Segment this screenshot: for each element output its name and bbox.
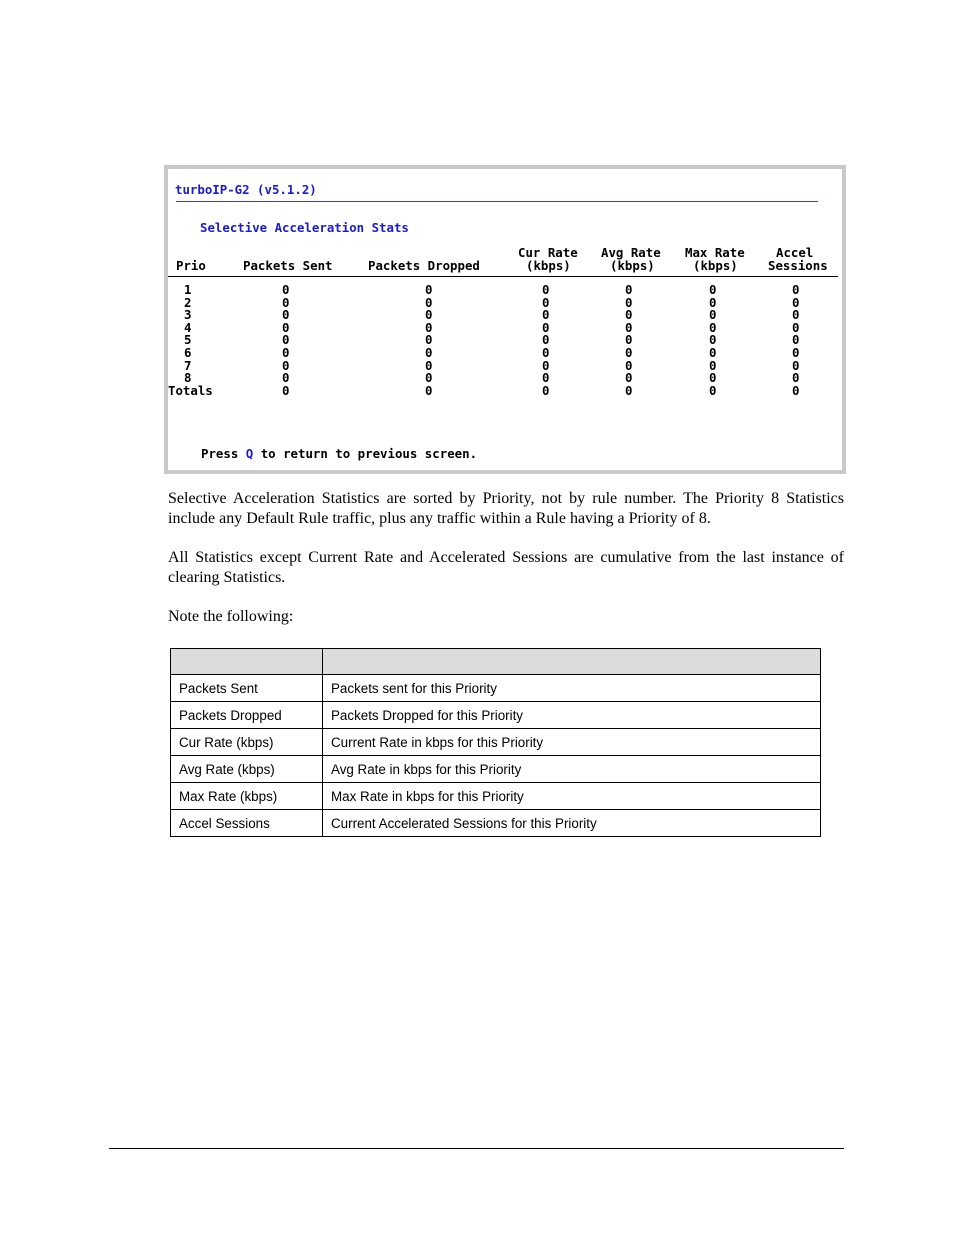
stat-cell: 0 (282, 357, 290, 373)
stat-cell: 0 (625, 319, 633, 335)
stat-cell: 0 (425, 307, 433, 323)
notes-description-cell: Max Rate in kbps for this Priority (323, 783, 821, 810)
notes-header-cell (323, 649, 821, 675)
stat-cell: 0 (709, 282, 717, 297)
header-avg-rate-unit: (kbps) (610, 258, 655, 273)
notes-row (171, 702, 821, 729)
stat-cell: 0 (542, 319, 550, 335)
prio-cell: 2 (184, 294, 192, 310)
notes-description-cell: Packets sent for this Priority (323, 675, 821, 702)
stat-cell: 0 (792, 319, 800, 335)
stat-cell: 0 (625, 345, 633, 360)
header-sessions: Sessions (768, 258, 828, 273)
terminal-screen (168, 169, 842, 470)
stat-cell: 0 (625, 332, 633, 348)
prio-cell: 5 (184, 332, 192, 348)
stat-cell: 0 (425, 294, 433, 310)
stat-cell: 0 (542, 370, 550, 386)
footer-divider (109, 1148, 844, 1149)
stat-cell: 0 (709, 294, 717, 310)
notes-term-cell: Packets Sent (171, 675, 323, 702)
paragraph-note: Note the following: (168, 608, 294, 625)
notes-description-cell: Packets Dropped for this Priority (323, 702, 821, 729)
stat-cell: 0 (709, 345, 717, 360)
stats-row (168, 319, 838, 335)
stat-cell: 0 (282, 370, 290, 386)
stat-cell: 0 (625, 282, 633, 297)
notes-description-cell: Current Rate in kbps for this Priority (323, 729, 821, 756)
stat-cell: 0 (625, 294, 633, 310)
stat-cell: 0 (792, 282, 800, 297)
stat-cell: 0 (709, 332, 717, 348)
title-divider (176, 201, 818, 202)
paragraph-cumulative: All Statistics except Current Rate and Accelerated Sessions are cumulative from the last instance of clearing Statistics. (168, 549, 844, 586)
prio-cell: 1 (184, 282, 192, 297)
stat-cell: 0 (709, 370, 717, 386)
notes-header-row (171, 649, 821, 675)
notes-row (171, 756, 821, 783)
stat-cell: 0 (625, 357, 633, 373)
header-cur-rate-unit: (kbps) (526, 258, 571, 273)
stat-cell: 0 (425, 282, 433, 297)
stat-cell: 0 (282, 345, 290, 360)
stat-cell: 0 (425, 345, 433, 360)
stat-cell: 0 (542, 357, 550, 373)
stat-cell: 0 (709, 382, 717, 398)
stat-cell: 0 (282, 332, 290, 348)
stat-cell: 0 (792, 357, 800, 373)
notes-term-cell: Accel Sessions (171, 810, 323, 837)
prio-cell: 4 (184, 319, 192, 335)
header-max-rate-unit: (kbps) (693, 258, 738, 273)
stat-cell: 0 (792, 345, 800, 360)
prio-cell: 3 (184, 307, 192, 323)
notes-term-cell: Max Rate (kbps) (171, 783, 323, 810)
stat-cell: 0 (542, 294, 550, 310)
stat-cell: 0 (282, 294, 290, 310)
notes-description-cell: Avg Rate in kbps for this Priority (323, 756, 821, 783)
stat-cell: 0 (282, 319, 290, 335)
prio-cell: Totals (168, 382, 213, 398)
stat-cell: 0 (709, 319, 717, 335)
stat-cell: 0 (792, 332, 800, 348)
stat-cell: 0 (542, 282, 550, 297)
notes-row (171, 783, 821, 810)
prio-cell: 7 (184, 357, 192, 373)
notes-row (171, 810, 821, 837)
stat-cell: 0 (792, 370, 800, 386)
notes-description-cell: Current Accelerated Sessions for this Priority (323, 810, 821, 837)
stat-cell: 0 (425, 357, 433, 373)
q-key: Q (245, 446, 254, 461)
stats-row (168, 294, 838, 310)
header-cur-rate: Cur Rate (518, 245, 578, 260)
paragraph-sorting: Selective Acceleration Statistics are sorted by Priority, not by rule number. The Priority 8 Statistics include any Default Rule traffic, plus any traffic within a Rule having a Priority of 8. (168, 490, 844, 527)
stat-cell: 0 (425, 370, 433, 386)
notes-body (171, 675, 821, 837)
stat-cell: 0 (625, 307, 633, 323)
header-max-rate: Max Rate (685, 245, 745, 260)
stats-row (168, 284, 838, 297)
stat-cell: 0 (542, 307, 550, 323)
stat-cell: 0 (709, 307, 717, 323)
stats-row (168, 372, 838, 385)
notes-term-cell: Cur Rate (kbps) (171, 729, 323, 756)
stat-cell: 0 (425, 382, 433, 398)
stat-cell: 0 (425, 319, 433, 335)
header-divider (168, 276, 838, 277)
header-packets-sent: Packets Sent (243, 258, 333, 273)
stats-row (168, 382, 838, 398)
stats-row (168, 347, 838, 360)
stat-cell: 0 (425, 332, 433, 348)
stat-cell: 0 (542, 332, 550, 348)
stat-cell: 0 (282, 282, 290, 297)
header-packets-dropped: Packets Dropped (368, 258, 480, 273)
stat-cell: 0 (709, 357, 717, 373)
notes-term-cell: Avg Rate (kbps) (171, 756, 323, 783)
stat-cell: 0 (625, 370, 633, 386)
stat-cell: 0 (282, 307, 290, 323)
terminal-screenshot (164, 165, 846, 474)
notes-term-cell: Packets Dropped (171, 702, 323, 729)
stat-cell: 0 (282, 382, 290, 398)
stat-cell: 0 (542, 345, 550, 360)
header-prio: Prio (176, 258, 206, 273)
stat-cell: 0 (792, 307, 800, 323)
terminal-title: turboIP-G2 (v5.1.2) (175, 182, 317, 197)
header-accel: Accel (776, 245, 814, 260)
prio-cell: 6 (184, 345, 192, 360)
notes-header-cell (171, 649, 323, 675)
prio-cell: 8 (184, 370, 192, 386)
header-avg-rate: Avg Rate (601, 245, 661, 260)
notes-row (171, 729, 821, 756)
stats-row (168, 309, 838, 322)
stat-cell: 0 (792, 294, 800, 310)
stats-row (168, 334, 838, 347)
stat-cell: 0 (792, 382, 800, 398)
notes-table (170, 648, 821, 837)
stat-cell: 0 (542, 382, 550, 398)
terminal-subtitle: Selective Acceleration Stats (200, 220, 409, 235)
stat-cell: 0 (625, 382, 633, 398)
press-q-hint: Press Q to return to previous screen. (201, 446, 478, 461)
stats-row (168, 357, 838, 373)
notes-row (171, 675, 821, 702)
